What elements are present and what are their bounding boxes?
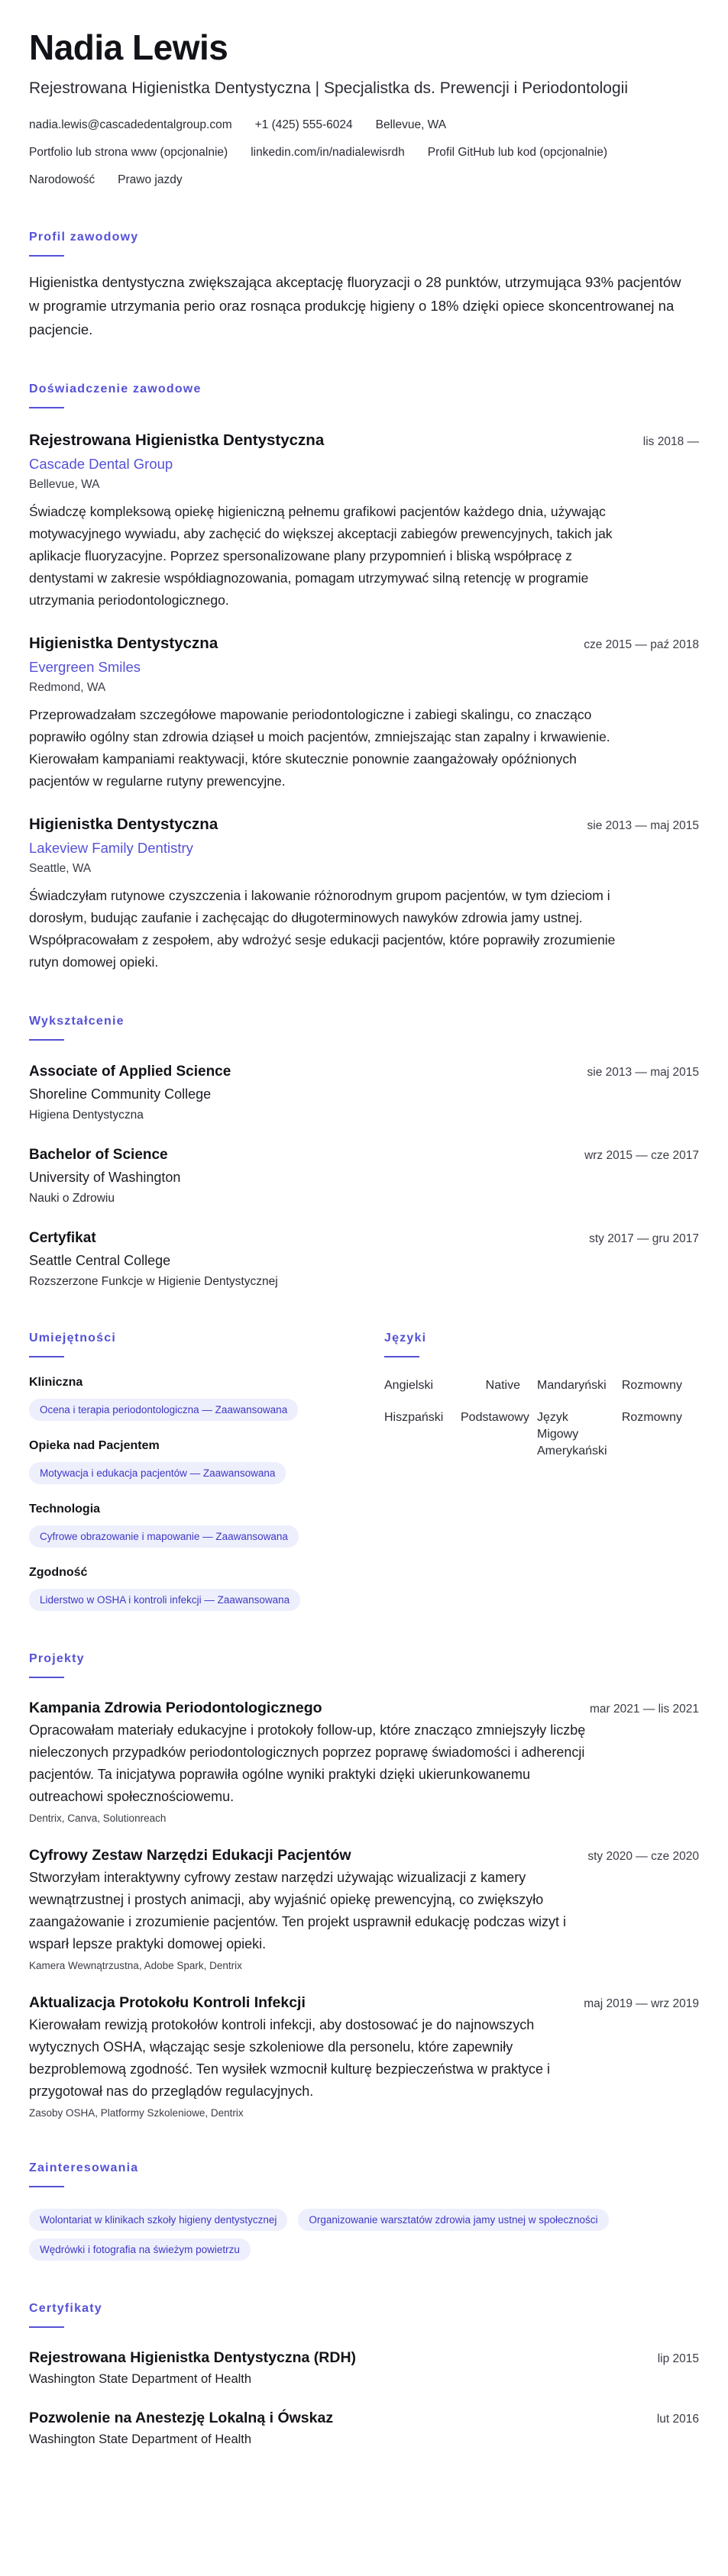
skill-category: Zgodność [29, 1566, 88, 1579]
interests-section [29, 2161, 699, 2261]
language-row [384, 1377, 699, 1394]
degree-title: Certyfikat [29, 1230, 96, 1246]
skill-pill: Ocena i terapia periodontologiczna — Zaawansowana [29, 1399, 298, 1421]
profile-section [29, 231, 699, 341]
project-title: Kampania Zdrowia Periodontologicznego [29, 1700, 322, 1716]
company-name: Lakeview Family Dentistry [29, 840, 193, 856]
project-description: Kierowałam rewizją protokołów kontroli infekcji, aby dostosować je do najnowszych wytycznych OSHA, włączając sesje szkoleniowe dla personelu, które zapewniły bezproblemową zgodność. Ten wysiłek wzmocnił kulturę bezpieczeństwa w praktyce i przygotował nas do przeglądów regulacyjnych. [29, 2017, 550, 2099]
experience-item [29, 814, 699, 973]
languages-section [384, 1332, 699, 1611]
section-divider [29, 1356, 64, 1357]
certificate-date: lut 2016 [656, 2413, 699, 2426]
school-name: Shoreline Community College [29, 1086, 212, 1102]
project-item [29, 1698, 699, 1825]
language-name: Język Migowy Amerykański [537, 1411, 607, 1457]
location-text: Bellevue, WA [375, 118, 447, 131]
section-title: Wykształcenie [29, 1015, 125, 1028]
section-divider [29, 1677, 64, 1678]
education-item [29, 1228, 699, 1290]
certificate-item [29, 2408, 699, 2448]
profile-summary: Higienistka dentystyczna zwiększająca akceptację fluoryzacji o 28 punktów, utrzymująca 93% pacjentów w programie utrzymania perio oraz rosnąca produkcję higieny o 18% dzięki opiece skoncentrowanej na pacjencie. [29, 274, 681, 337]
language-name: Hiszpański [384, 1411, 444, 1424]
education-section [29, 1015, 699, 1290]
phone-text: +1 (425) 555-6024 [254, 118, 353, 131]
section-title: Doświadczenie zawodowe [29, 383, 202, 395]
certificate-name: Rejestrowana Higienistka Dentystyczna (RDH) [29, 2349, 357, 2366]
language-name: Angielski [384, 1379, 434, 1392]
experience-section [29, 383, 699, 973]
job-dates: lis 2018 — [642, 435, 699, 448]
job-description: Świadczyłam rutynowe czyszczenia i lakowanie różnorodnym grupom pacjentów, w tym dzieciom i dorosłym, budując zaufanie i zachęcając do długoterminowych nawyków zdrowia jamy ustnej. Współpracowałam z zespołem, aby wdrożyć sesje edukacji pacjentów, które poprawiły zrozumienie rutyn domowej opieki. [29, 888, 616, 970]
language-level: Rozmowny [621, 1379, 682, 1392]
interests-list [29, 2201, 699, 2261]
section-divider [29, 255, 64, 257]
project-tools: Kamera Wewnątrzustna, Adobe Spark, Dentrix [29, 1960, 242, 1971]
section-title: Języki [384, 1332, 427, 1344]
resume-header [29, 27, 699, 189]
headline: Rejestrowana Higienistka Dentystyczna | Specjalistka ds. Prewencji i Periodontologii [29, 79, 628, 97]
certificate-date: lip 2015 [657, 2352, 699, 2365]
section-divider [384, 1356, 419, 1357]
contact-row [29, 116, 699, 134]
skill-group [29, 1564, 384, 1611]
skill-category: Technologia [29, 1503, 101, 1516]
portfolio-link[interactable]: Portfolio lub strona www (opcjonalnie) [29, 146, 228, 159]
project-item [29, 1845, 699, 1973]
skill-pill: Motywacja i edukacja pacjentów — Zaawansowana [29, 1462, 286, 1484]
certificate-name: Pozwolenie na Anestezję Lokalną i Ówskaz [29, 2410, 334, 2426]
skill-category: Opieka nad Pacjentem [29, 1439, 160, 1452]
projects-section [29, 1652, 699, 2120]
experience-item [29, 430, 699, 612]
job-description: Przeprowadzałam szczegółowe mapowanie periodontologiczne i zabiegi skalingu, co znacząco poprawiło ogólny stan zdrowia dziąseł u moich pacjentów, zmniejszając stan zapalny i krwawienie. Kierowałam kampaniami reaktywacji, które skutecznie ponownie zaangażowały opóźnionych pacjentów w regularne rutyny prewencyjne. [29, 707, 610, 789]
education-dates: sty 2017 — gru 2017 [589, 1232, 699, 1245]
project-tools: Dentrix, Canva, Solutionreach [29, 1813, 167, 1824]
interest-pill: Organizowanie warsztatów zdrowia jamy ustnej w społeczności [298, 2209, 608, 2231]
language-level: Native [485, 1379, 520, 1392]
experience-item [29, 633, 699, 792]
language-name: Mandaryński [537, 1379, 607, 1392]
job-title: Rejestrowana Higienistka Dentystyczna [29, 431, 325, 449]
certificate-item [29, 2348, 699, 2388]
languages-table [384, 1377, 699, 1460]
language-row [384, 1409, 699, 1460]
project-description: Stworzyłam interaktywny cyfrowy zestaw narzędzi używając wizualizacji z kamery wewnątrzustnej i prostych animacji, aby wyjaśnić opiekę prewencyjną, co zwiększyło zaangażowanie i zrozumienie pacjentów. Ten projekt usprawnił edukację podczas wizyt i wsparł lepsze praktyki domowej opieki. [29, 1870, 567, 1951]
field-of-study: Higiena Dentystyczna [29, 1109, 144, 1122]
section-title: Projekty [29, 1652, 85, 1665]
job-dates: cze 2015 — paź 2018 [584, 638, 699, 651]
section-title: Umiejętności [29, 1332, 116, 1344]
project-title: Aktualizacja Protokołu Kontroli Infekcji [29, 1994, 306, 2011]
section-divider [29, 2186, 64, 2187]
driving-license-text: Prawo jazdy [118, 173, 183, 186]
education-dates: sie 2013 — maj 2015 [587, 1066, 699, 1079]
section-title: Zainteresowania [29, 2161, 139, 2174]
extra-info-row [29, 171, 699, 189]
job-description: Świadczę kompleksową opiekę higieniczną pełnemu grafikowi pacjentów każdego dnia, używając motywacyjnego wywiadu, aby zachęcić do większej akceptacji zabiegów prewencyjnych, takich jak aplikacje fluoryzacyjne. Poprzez spersonalizowane plany przypomnień i bliską współpracę z dentystami w zakresie współdiagnozowania, pomagam utrzymywać silną retencję w programie utrzymania periodontologicznego. [29, 504, 613, 608]
section-divider [29, 407, 64, 408]
project-description: Opracowałam materiały edukacyjne i protokoły follow-up, które znacząco zmniejszyły liczbę nieleczonych przypadków periodontologicznych poprzez poprawę świadomości i adherencji pacjentów. Ta inicjatywa poprawiła ogólne wyniki praktyki dzięki ukierunkowanemu outreachowi społecznościowemu. [29, 1722, 586, 1804]
section-divider [29, 1039, 64, 1041]
project-dates: maj 2019 — wrz 2019 [584, 1997, 699, 2010]
skill-group [29, 1438, 384, 1484]
skill-pill: Cyfrowe obrazowanie i mapowanie — Zaawansowana [29, 1525, 299, 1548]
project-dates: sty 2020 — cze 2020 [587, 1850, 699, 1863]
school-name: University of Washington [29, 1170, 181, 1185]
certificate-issuer: Washington State Department of Health [29, 2372, 252, 2386]
links-row [29, 144, 699, 162]
project-title: Cyfrowy Zestaw Narzędzi Edukacji Pacjentów [29, 1847, 351, 1864]
job-title: Higienistka Dentystyczna [29, 634, 218, 652]
candidate-name: Nadia Lewis [29, 27, 228, 67]
job-dates: sie 2013 — maj 2015 [587, 819, 699, 832]
company-name: Cascade Dental Group [29, 456, 173, 472]
field-of-study: Nauki o Zdrowiu [29, 1192, 115, 1205]
job-location: Seattle, WA [29, 862, 92, 875]
company-name: Evergreen Smiles [29, 659, 141, 675]
field-of-study: Rozszerzone Funkcje w Higienie Dentystycznej [29, 1275, 278, 1288]
nationality-text: Narodowość [29, 173, 95, 186]
school-name: Seattle Central College [29, 1253, 171, 1268]
certificate-issuer: Washington State Department of Health [29, 2432, 252, 2446]
section-divider [29, 2326, 64, 2328]
section-title: Profil zawodowy [29, 231, 139, 244]
project-dates: mar 2021 — lis 2021 [589, 1703, 699, 1716]
skill-group [29, 1501, 384, 1548]
language-level: Rozmowny [621, 1411, 682, 1424]
job-location: Bellevue, WA [29, 478, 100, 491]
degree-title: Associate of Applied Science [29, 1064, 231, 1080]
section-title: Certyfikaty [29, 2302, 102, 2315]
skill-group [29, 1374, 384, 1421]
language-level: Podstawowy [461, 1411, 529, 1424]
project-tools: Zasoby OSHA, Platformy Szkoleniowe, Dentrix [29, 2107, 244, 2119]
skill-category: Kliniczna [29, 1376, 83, 1389]
degree-title: Bachelor of Science [29, 1147, 168, 1163]
interest-pill: Wędrówki i fotografia na świeżym powietrzu [29, 2239, 251, 2261]
education-dates: wrz 2015 — cze 2017 [584, 1149, 699, 1162]
email-link[interactable]: nadia.lewis@cascadedentalgroup.com [29, 118, 232, 131]
project-item [29, 1993, 699, 2120]
education-item [29, 1062, 699, 1124]
skills-languages-row [29, 1332, 699, 1611]
certificates-section [29, 2302, 699, 2448]
skills-section [29, 1332, 384, 1611]
job-title: Higienistka Dentystyczna [29, 815, 218, 833]
interest-pill: Wolontariat w klinikach szkoły higieny dentystycznej [29, 2209, 287, 2231]
job-location: Redmond, WA [29, 681, 106, 694]
linkedin-link[interactable]: linkedin.com/in/nadialewisrdh [251, 146, 405, 159]
skill-pill: Liderstwo w OSHA i kontroli infekcji — Zaawansowana [29, 1589, 300, 1611]
education-item [29, 1145, 699, 1207]
github-link[interactable]: Profil GitHub lub kod (opcjonalnie) [427, 146, 607, 159]
